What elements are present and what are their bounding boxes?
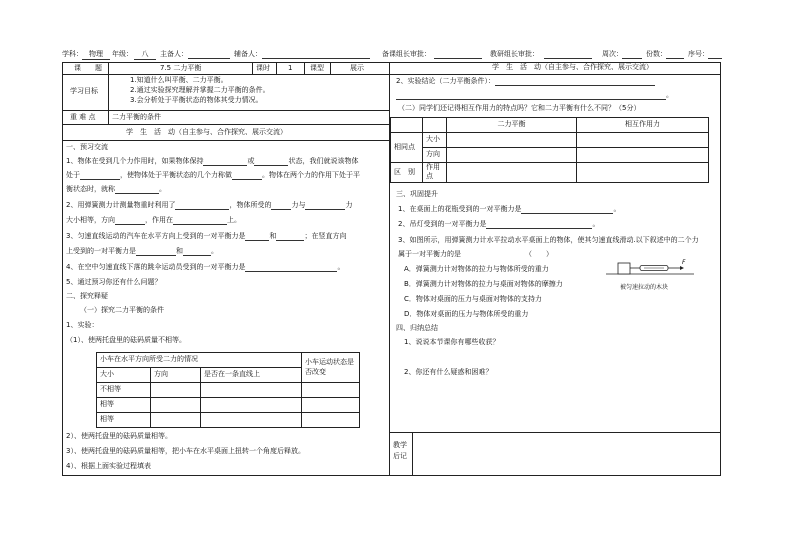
option-d[interactable]: D．物体对桌面的压力与物体所受的重力	[404, 310, 529, 318]
q1-text-g: 衡状态时，就称	[66, 185, 115, 193]
point-label: 作用点	[423, 163, 447, 183]
row-motion-cell[interactable]	[302, 398, 360, 413]
q3-line2: 上受到的一对平衡力是 和 。	[66, 247, 218, 255]
period-label: 课时	[256, 64, 270, 72]
experiment-step-3: 3）、使两托盘里的砝码质量相等，把小车在水平桌面上扭转一个角度后释放。	[66, 447, 305, 455]
q3-text-d: 上受到的一对平衡力是	[66, 247, 136, 255]
q1-blank-1[interactable]	[203, 157, 247, 166]
row-line-cell[interactable]	[201, 398, 302, 413]
c3-paren: （ ）	[525, 250, 553, 258]
postscript-label-2: 后记	[393, 452, 407, 460]
copies-label: 份数：	[646, 50, 667, 58]
q2-text-d: 力	[345, 201, 353, 209]
subject-label: 学科：	[62, 50, 83, 58]
q1-text-a: 1、物体在受到几个力作用时，如果物体保持	[66, 157, 204, 165]
q3-text-b: 和	[269, 232, 277, 240]
consolidate-q3-line1: 3、如图所示，用弹簧测力计水平拉动水平桌面上的物体，使其匀速直线滑动.以下叙述中的二个力	[398, 236, 699, 244]
q3-text-e: 和	[176, 247, 183, 255]
q2-line1	[66, 201, 352, 210]
preparer-blank[interactable]	[188, 50, 230, 59]
col-balance: 二力平衡	[447, 118, 577, 133]
grid-line	[412, 432, 413, 476]
q2-text-f: ，作用在	[145, 216, 173, 224]
experiment-step-2: 2）、使两托盘里的砝码质量相等。	[66, 432, 172, 440]
row-motion-cell[interactable]	[302, 413, 360, 428]
serial-label: 序号：	[688, 50, 709, 58]
group-head-label: 备课组长审批：	[382, 50, 431, 58]
grid-line	[62, 74, 390, 75]
consolidate-q2: 2、吊灯受到的一对平衡力是 。	[398, 220, 600, 228]
c1-text: 1、在桌面上的花瓶受到的一对平衡力是	[398, 205, 522, 213]
table-row	[97, 413, 360, 428]
table-row	[97, 383, 360, 398]
direction-label: 方向	[423, 148, 447, 163]
interaction-point-cell[interactable]	[577, 163, 709, 183]
goal-1: 1.知道什么叫平衡、二力平衡。	[130, 76, 228, 84]
week-blank[interactable]	[622, 50, 642, 59]
row-direction-cell[interactable]	[151, 398, 201, 413]
row-line-cell[interactable]	[201, 383, 302, 398]
q2-line2	[66, 216, 241, 225]
grid-line	[389, 432, 721, 433]
grid-line	[304, 62, 305, 75]
q1-blank-4[interactable]	[232, 171, 262, 180]
diff-label: 区 别	[391, 163, 423, 183]
q3-blank-3[interactable]	[136, 247, 176, 256]
q1-blank-3[interactable]	[80, 171, 120, 180]
type-label: 课型	[310, 64, 324, 72]
grade-label: 年级：	[112, 50, 133, 58]
q3-text-a: 3、匀速直线运动的汽车在水平方向上受到的一对平衡力是	[66, 232, 246, 240]
consolidate-title: 三、巩固提升	[396, 190, 438, 198]
c1-blank[interactable]	[521, 205, 613, 214]
q2-text-c: 力与	[291, 201, 306, 209]
assistant-blank[interactable]	[262, 50, 370, 59]
same-label: 相同点	[391, 133, 423, 163]
subject-value: 物理	[82, 50, 110, 60]
experiment-label: 1、实验：	[66, 321, 99, 329]
force-label: F	[682, 259, 686, 266]
summary-title: 四、归纳总结	[396, 324, 438, 332]
col-size: 大小	[97, 368, 151, 383]
interaction-direction-cell[interactable]	[577, 148, 709, 163]
grid-line	[252, 62, 253, 75]
balance-size-cell[interactable]	[447, 133, 577, 148]
goal-3: 3.会分析处于平衡状态的物体其受力情况。	[130, 96, 263, 104]
q2-text-b: ，物体所受的	[229, 201, 272, 209]
c2-blank[interactable]	[486, 220, 592, 229]
summary-q2: 2、你还有什么疑惑和困难？	[404, 368, 493, 376]
empty-cell	[391, 118, 423, 133]
activity-title-right: 学 生 活 动（自主参与、合作探究、展示交流）	[492, 63, 653, 71]
consolidate-q3-line2	[398, 250, 553, 259]
grid-line	[108, 62, 109, 124]
key-label: 重 难 点	[70, 113, 96, 121]
q1-blank-5[interactable]	[115, 185, 159, 194]
table-header-motion: 小车运动状态是否改变	[302, 353, 360, 383]
goals-label: 学习目标	[70, 87, 98, 95]
comparison-table	[390, 117, 709, 183]
teaching-head-label: 教研组长审批：	[490, 50, 539, 58]
c2-text: 2、吊灯受到的一对平衡力是	[398, 220, 487, 228]
postscript-label-1: 教学	[393, 441, 407, 449]
q2-blank-2[interactable]	[271, 201, 291, 210]
grid-line	[62, 140, 390, 141]
q5-line: 5、通过预习你还有什么问题？	[66, 278, 162, 286]
conclusion-blank-2[interactable]	[396, 91, 666, 100]
type-value: 展示	[350, 64, 364, 72]
q1-text-b: 或	[247, 157, 255, 165]
grid-line	[62, 124, 390, 125]
topic-value: 7.5 二力平衡	[160, 64, 202, 72]
q3-blank-2[interactable]	[276, 232, 304, 241]
option-c[interactable]: C．物体对桌面的压力与桌面对物体的支持力	[404, 295, 542, 303]
row-size-cell: 相等	[97, 398, 151, 413]
summary-q1: 1、说说本节课你有哪些收获？	[404, 338, 500, 346]
q1-blank-2[interactable]	[254, 157, 288, 166]
row-line-cell[interactable]	[201, 413, 302, 428]
option-b[interactable]: B．弹簧测力计对物体的拉力与桌面对物体的摩擦力	[404, 280, 563, 288]
group-head-blank[interactable]	[434, 50, 482, 59]
q4-blank[interactable]	[245, 263, 337, 272]
empty-cell	[423, 118, 447, 133]
row-size-cell: 不相等	[97, 383, 151, 398]
preparer-label: 主备人：	[160, 50, 188, 58]
q3-blank-4[interactable]	[183, 247, 211, 256]
goal-2: 2.通过实验探究理解并掌握二力平衡的条件。	[130, 86, 270, 94]
grid-line	[62, 110, 390, 111]
q1-text-e: ，使物体处于平衡状态的几个力称做	[120, 171, 232, 179]
header-bar	[62, 50, 722, 62]
experiment-table	[96, 352, 360, 428]
q2-blank-4[interactable]	[115, 216, 145, 225]
explore-subtitle: （一）探究二力平衡的条件	[80, 306, 164, 314]
figure-caption: 被匀速拉动的木块	[620, 284, 669, 291]
grid-line	[276, 62, 277, 75]
table-header-forces: 小车在水平方向所受二力的情况	[97, 353, 302, 368]
size-label: 大小	[423, 133, 447, 148]
q4-text: 4、在空中匀速直线下落的跳伞运动员受到的一对平衡力是	[66, 263, 246, 271]
teaching-head-blank[interactable]	[544, 50, 592, 59]
option-a[interactable]: A．弹簧测力计对物体的拉力与物体所受的重力	[404, 265, 549, 273]
q1-text-d: 处于	[66, 171, 80, 179]
topic-label: 课 题	[74, 64, 102, 72]
preview-title: 一、预习交流	[66, 143, 108, 151]
conclusion-line-2: 。	[396, 91, 673, 100]
col-same-line: 是否在一条直线上	[201, 368, 302, 383]
copies-blank[interactable]	[666, 50, 684, 59]
q2-text-a: 2、用弹簧测力计测量物重时利用了	[66, 201, 176, 209]
col-direction: 方向	[151, 368, 201, 383]
assistant-label: 辅备人：	[234, 50, 262, 58]
row-direction-cell[interactable]	[151, 413, 201, 428]
interaction-question: （二）同学们还记得相互作用力的特点吗？它和二力平衡有什么不同？（5分）	[398, 104, 641, 112]
q2-text-e: 大小相等，方向	[66, 216, 115, 224]
period-value: 1	[288, 64, 293, 72]
consolidate-q1: 1、在桌面上的花瓶受到的一对平衡力是 。	[398, 205, 621, 213]
balance-point-cell[interactable]	[447, 163, 577, 183]
q1-line3: 衡状态时，就称 。	[66, 185, 166, 193]
table-row	[97, 398, 360, 413]
week-label: 周次：	[602, 50, 623, 58]
grade-value: 八	[134, 50, 156, 60]
c3-text: 属于一对平衡力的是	[398, 250, 461, 258]
experiment-step-1: （1）、使两托盘里的砝码质量不相等。	[66, 336, 186, 344]
conclusion-blank-1[interactable]	[495, 77, 655, 86]
q2-blank-5[interactable]	[173, 216, 227, 225]
q2-text-g: 上。	[227, 216, 241, 224]
q1-line2	[66, 171, 360, 180]
conclusion-text: 2、实验结论（二力平衡条件）：	[396, 77, 495, 85]
experiment-step-4: 4）、根据上面实验过程填表	[66, 462, 151, 470]
q2-blank-1[interactable]	[175, 201, 229, 210]
q1-text-f: 。物体在两个力的作用下处于平	[262, 171, 360, 179]
q4-line: 4、在空中匀速直线下落的跳伞运动员受到的一对平衡力是 。	[66, 263, 345, 271]
activity-title-left: 学 生 活 动（自主参与、合作探究、展示交流）	[126, 128, 287, 136]
row-motion-cell[interactable]	[302, 383, 360, 398]
conclusion-line	[396, 77, 655, 86]
row-direction-cell[interactable]	[151, 383, 201, 398]
serial-blank[interactable]	[708, 50, 722, 59]
interaction-size-cell[interactable]	[577, 133, 709, 148]
grid-line	[330, 62, 331, 75]
key-value: 二力平衡的条件	[112, 113, 161, 121]
col-interaction: 相互作用力	[577, 118, 709, 133]
q1-line1	[66, 157, 358, 166]
q3-text-c: ；在竖直方向	[304, 232, 347, 240]
q1-text-c: 状态，我们就说该物体	[288, 157, 359, 165]
balance-direction-cell[interactable]	[447, 148, 577, 163]
q3-line1	[66, 232, 346, 241]
row-size-cell: 相等	[97, 413, 151, 428]
q3-blank-1[interactable]	[245, 232, 269, 241]
q2-blank-3[interactable]	[305, 201, 345, 210]
explore-title: 二、探究释疑	[66, 292, 108, 300]
grid-line	[389, 74, 721, 75]
